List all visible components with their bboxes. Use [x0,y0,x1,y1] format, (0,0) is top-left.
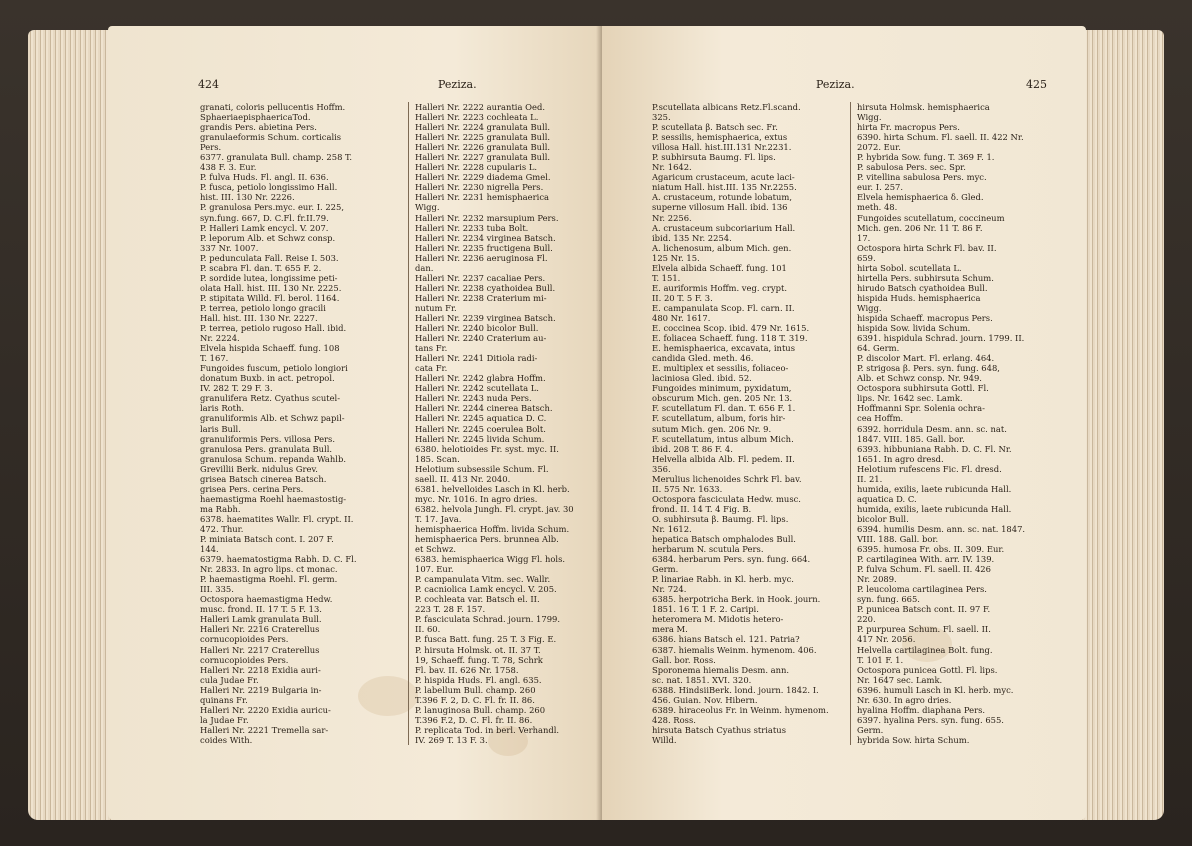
text-line: la Judae Fr. [200,714,249,725]
text-line: P. haemastigma Roehl. Fl. germ. [200,574,338,585]
text-line: Halleri Nr. 2228 cupularis L. [415,162,538,173]
text-line: Nr. 1647 sec. Lamk. [857,674,943,685]
text-line: Octospora fasciculata Hedw. musc. [652,493,801,504]
text-line: hirta Sobol. scutellata L. [857,262,962,273]
text-line: Merulius lichenoides Schrk Fl. bav. [652,473,802,484]
text-line: P. cartilaginea With. arr. IV. 139. [857,554,995,565]
text-line: 337 Nr. 1007. [200,242,259,253]
text-line: aquatica D. C. [857,493,917,504]
text-line: P. fusca, petiolo longissimo Hall. [200,182,338,193]
text-line: Nr. 1612. [652,523,692,534]
text-line: P. pedunculata Fall. Reise I. 503. [200,252,339,263]
text-line: 2072. Eur. [857,142,901,153]
text-line: 417 Nr. 2056. [857,634,916,645]
text-line: obscurum Mich. gen. 205 Nr. 13. [652,393,793,404]
text-line: myc. Nr. 1016. In agro dries. [415,493,538,504]
text-line: 6384. herbarum Pers. syn. fung. 664. [652,554,811,565]
text-line: granati, coloris pellucentis Hoffm. [200,102,346,112]
text-line: hispida Huds. hemisphaerica [857,292,981,303]
right-column-1 [652,102,848,745]
text-line: heteromera M. Midotis hetero- [652,614,784,625]
text-line: Alb. et Schwz consp. Nr. 949. [857,373,982,384]
text-line: Halleri Nr. 2223 cochleata L. [415,112,539,123]
text-line: coides With. [200,734,253,745]
text-line: Halleri Nr. 2230 nigrella Pers. [415,182,544,193]
text-line: Halleri Nr. 2245 livida Schum. [415,433,545,444]
text-line: P. leucoloma cartilaginea Pers. [857,584,987,595]
text-line: hepatica Batsch omphalodes Bull. [652,534,796,545]
text-line: Halleri Nr. 2216 Craterellus [200,624,320,635]
text-line: hirta Fr. macropus Pers. [857,122,960,133]
text-line: meth. 48. [857,202,898,213]
text-line: nutum Fr. [415,302,457,313]
text-line: 325. [652,112,671,123]
text-line: Halleri Nr. 2244 cinerea Batsch. [415,403,553,414]
text-line: 6392. horridula Desm. ann. sc. nat. [857,423,1007,434]
text-line: II. 21. [857,473,883,484]
text-line: P. labellum Bull. champ. 260 [415,684,536,695]
text-line: 6391. hispidula Schrad. journ. 1799. II. [857,333,1025,344]
text-line: Halleri Nr. 2238 cyathoidea Bull. [415,282,556,293]
text-line: cula Judae Fr. [200,674,259,685]
text-line: Halleri Nr. 2218 Exidia auri- [200,664,321,675]
text-line: 6394. humilis Desm. ann. sc. nat. 1847. [857,523,1026,534]
text-line: P. cacniolica Lamk encycl. V. 205. [415,584,557,595]
page-number-right: 425 [1026,78,1047,91]
text-line: Halleri Nr. 2222 aurantia Oed. [415,102,545,112]
text-line: Halleri Nr. 2229 diadema Gmel. [415,172,551,183]
text-line: 6377. granulata Bull. champ. 258 T. [200,152,353,163]
text-line: P. leporum Alb. et Schwz consp. [200,232,336,243]
left-page [108,26,602,820]
text-line: 6381. helvelloides Lasch in Kl. herb. [415,483,570,494]
text-line: Pers. [200,142,222,153]
text-line: villosa Hall. hist.III.131 Nr.2231. [652,142,792,153]
text-line: hispida Schaeff. macropus Pers. [857,312,993,323]
text-line: laciniosa Gled. ibid. 52. [652,373,752,384]
text-line: Nr. 2224. [200,333,240,344]
text-line: haemastigma Roehl haemastostig- [200,493,347,504]
text-line: 223 T. 28 F. 157. [415,604,486,615]
text-line: hirudo Batsch cyathoidea Bull. [857,282,988,293]
text-line: niatum Hall. hist.III. 135 Nr.2255. [652,182,797,193]
text-line: 64. Germ. [857,343,900,354]
text-line: 6382. helvola Jungh. Fl. crypt. jav. 30 [415,503,574,514]
text-line: cornucopioides Pers. [200,654,289,665]
text-line: Halleri Nr. 2240 Craterium au- [415,333,547,344]
text-line: Halleri Nr. 2242 scutellata L. [415,383,539,394]
text-line: III. 335. [200,584,234,595]
text-line: Halleri Lamk granulata Bull. [200,614,322,625]
text-line: Halleri Nr. 2227 granulata Bull. [415,152,551,163]
text-line: lips. Nr. 1642 sec. Lamk. [857,393,963,404]
text-line: syn. fung. 665. [857,594,920,605]
text-line: T.396 F. 2, D. C. Fl. fr. II. 86. [415,694,535,705]
text-line: Helotium subsessile Schum. Fl. [415,463,549,474]
text-line: 6388. HindsiiBerk. lond. journ. 1842. I. [652,684,819,695]
text-line: IV. 269 T. 13 F. 3. [415,734,488,745]
text-line: 6397. hyalina Pers. syn. fung. 655. [857,714,1004,725]
text-line: Halleri Nr. 2233 tuba Bolt. [415,222,529,233]
left-column-1 [200,102,398,745]
text-line: A. lichenosum, album Mich. gen. [652,242,792,253]
text-line: Gall. bor. Ross. [652,654,716,665]
text-line: musc. frond. II. 17 T. 5 F. 13. [200,604,322,615]
text-line: mera M. [652,624,688,635]
text-line: F. scutellatum, album, foris hir- [652,413,786,424]
text-line: P. linariae Rabh. in Kl. herb. myc. [652,574,794,585]
text-line: Nr. 2833. In agro lips. ct monac. [200,564,338,575]
text-line: Germ. [857,724,884,735]
text-line: P. fulva Schum. Fl. saell. II. 426 [857,564,991,575]
text-line: Octospora punicea Gottl. Fl. lips. [857,664,998,675]
text-line: Helvella cartilaginea Bolt. fung. [857,644,993,655]
text-line: granulosa Pers. granulata Bull. [200,443,333,454]
text-line: Nr. 2089. [857,574,897,585]
text-line: 185. Scan. [415,453,460,464]
running-title-right: Peziza. [816,78,855,91]
text-line: superne villosum Hall. ibid. 136 [652,202,788,213]
page-number-left: 424 [198,78,219,91]
left-column-2 [408,102,598,745]
text-line: Sporonema hiemalis Desm. ann. [652,664,790,675]
text-line: 356. [652,463,671,474]
text-line: Fungoides minimum, pyxidatum, [652,383,792,394]
text-line: hist. III. 130 Nr. 2226. [200,192,295,203]
text-line: P. replicata Tod. in berl. Verhandl. [415,724,560,735]
text-line: P. granulosa Pers.myc. eur. I. 225, [200,202,344,213]
text-line: P. Halleri Lamk encycl. V. 207. [200,222,329,233]
text-line: P. terrea, petiolo rugoso Hall. ibid. [200,323,347,334]
text-line: 1651. In agro dresd. [857,453,944,464]
text-line: 6389. hiraceolus Fr. in Weinm. hymenom. [652,704,829,715]
text-line: 659. [857,252,876,263]
text-line: laris Roth. [200,403,245,414]
text-line: T. 101 F. 1. [857,654,904,665]
text-line: frond. II. 14 T. 4 Fig. B. [652,503,752,514]
text-line: Elvela hispida Schaeff. fung. 108 [200,343,340,354]
text-line: E. auriformis Hoffm. veg. crypt. [652,282,787,293]
text-line: P. discolor Mart. Fl. erlang. 464. [857,353,995,364]
text-line: hybrida Sow. hirta Schum. [857,734,970,745]
text-line: P. fusca Batt. fung. 25 T. 3 Fig. E. [415,634,557,645]
text-line: T. 167. [200,353,229,364]
text-line: P. hybrida Sow. fung. T. 369 F. 1. [857,152,995,163]
text-line: hemisphaerica Pers. brunnea Alb. [415,534,559,545]
text-line: Halleri Nr. 2221 Tremella sar- [200,724,329,735]
text-line: Wigg. [857,302,882,313]
text-line: sc. nat. 1851. XVI. 320. [652,674,752,685]
text-line: bicolor Bull. [857,513,909,524]
text-line: syn.fung. 667, D. C.Fl. fr.II.79. [200,212,329,223]
text-line: Halleri Nr. 2241 Ditiola radi- [415,353,538,364]
text-line: T. 151. [652,272,681,283]
text-line: P. stipitata Willd. Fl. berol. 1164. [200,292,340,303]
text-line: Halleri Nr. 2217 Craterellus [200,644,320,655]
text-line: P. cochleata var. Batsch el. II. [415,594,540,605]
text-line: donatum Buxb. in act. petropol. [200,373,335,384]
text-line: E. campanulata Scop. Fl. carn. II. [652,302,795,313]
text-line: Halleri Nr. 2245 aquatica D. C. [415,413,547,424]
text-line: 6380. helotioides Fr. syst. myc. II. [415,443,559,454]
text-line: P. hispida Huds. Fl. angl. 635. [415,674,542,685]
running-title-left: Peziza. [438,78,477,91]
text-line: hirsuta Holmsk. hemisphaerica [857,102,990,112]
text-line: P. vitellina sabulosa Pers. myc. [857,172,987,183]
text-line: hispida Sow. livida Schum. [857,323,971,334]
text-line: Fungoides fuscum, petiolo longiori [200,363,348,374]
text-line: Fungoides scutellatum, coccineum [857,212,1005,223]
text-line: Octospora hirta Schrk Fl. bav. II. [857,242,997,253]
text-line: grisea Pers. cerina Pers. [200,483,304,494]
text-line: Grevillii Berk. nidulus Grev. [200,463,318,474]
text-line: humida, exilis, laete rubicunda Hall. [857,483,1012,494]
text-line: 220. [857,614,876,625]
text-line: et Schwz. [415,544,457,555]
text-line: II. 60. [415,624,441,635]
text-line: Elvela albida Schaeff. fung. 101 [652,262,787,273]
page-edges-left [28,30,120,820]
text-line: olata Hall. hist. III. 130 Nr. 2225. [200,282,342,293]
text-line: F. scutellatum Fl. dan. T. 656 F. 1. [652,403,796,414]
text-line: P. scabra Fl. dan. T. 655 F. 2. [200,262,322,273]
text-line: herbarum N. scutula Pers. [652,544,764,555]
text-line: Hall. hist. III. 130 Nr. 2227. [200,312,318,323]
text-line: Halleri Nr. 2237 cacaliae Pers. [415,272,546,283]
text-line: A. crustaceum, rotunde lobatum, [652,192,793,203]
text-line: II. 575 Nr. 1633. [652,483,723,494]
text-line: P. lanuginosa Bull. champ. 260 [415,704,546,715]
text-line: Halleri Nr. 2226 granulata Bull. [415,142,551,153]
text-line: Halleri Nr. 2232 marsupium Pers. [415,212,559,223]
text-line: 438 F. 3. Eur. [200,162,257,173]
text-line: tans Fr. [415,343,448,354]
text-line: Halleri Nr. 2240 bicolor Bull. [415,323,539,334]
text-line: Halleri Nr. 2231 hemisphaerica [415,192,550,203]
text-line: ibid. 135 Nr. 2254. [652,232,732,243]
text-line: O. subhirsuta β. Baumg. Fl. lips. [652,513,789,524]
text-line: 6395. humosa Fr. obs. II. 309. Eur. [857,544,1005,555]
text-line: ibid. 208 T. 86 F. 4. [652,443,733,454]
text-line: 1851. 16 T. 1 F. 2. Caripi. [652,604,759,615]
text-line: hirsuta Batsch Cyathus striatus [652,724,786,735]
text-line: hemisphaerica Hoffm. livida Schum. [415,523,570,534]
text-line: Halleri Nr. 2236 aeruginosa Fl. [415,252,548,263]
text-line: E. foliacea Schaeff. fung. 118 T. 319. [652,333,808,344]
text-line: candida Gled. meth. 46. [652,353,754,364]
text-line: P. purpurea Schum. Fl. saell. II. [857,624,991,635]
text-line: hirtella Pers. subhirsuta Schum. [857,272,994,283]
text-line: quinans Fr. [200,694,248,705]
text-line: P. sabulosa Pers. sec. Spr. [857,162,966,173]
text-line: Willd. [652,734,677,745]
text-line: Wigg. [857,112,882,123]
text-line: Elvela hemisphaerica δ. Gled. [857,192,984,203]
text-line: ma Rabh. [200,503,241,514]
text-line: Germ. [652,564,679,575]
text-line: P. fasciculata Schrad. journ. 1799. [415,614,561,625]
text-line: VIII. 188. Gall. bor. [857,534,939,545]
text-line: Halleri Nr. 2225 granulata Bull. [415,132,551,143]
page-edges-right [1080,30,1164,820]
text-line: 6386. hians Batsch el. 121. Patria? [652,634,800,645]
text-line: T. 17. Java. [415,513,462,524]
text-line: granuliformis Alb. et Schwz papil- [200,413,345,424]
text-line: 428. Ross. [652,714,696,725]
text-line: Nr. 1642. [652,162,692,173]
text-line: 144. [200,544,219,555]
text-line: saell. II. 413 Nr. 2040. [415,473,511,484]
text-line: Halleri Nr. 2238 Craterium mi- [415,292,547,303]
text-line: P. fulva Huds. Fl. angl. II. 636. [200,172,329,183]
text-line: Halleri Nr. 2242 glabra Hoffm. [415,373,546,384]
text-line: P. subhirsuta Baumg. Fl. lips. [652,152,776,163]
text-line: 1847. VIII. 185. Gall. bor. [857,433,965,444]
text-line: humida, exilis, laete rubicunda Hall. [857,503,1012,514]
text-line: P. scutellata β. Batsch sec. Fr. [652,122,778,133]
text-line: Nr. 724. [652,584,687,595]
text-line: P. terrea, petiolo longo gracili [200,302,326,313]
text-line: Agaricum crustaceum, acute laci- [652,172,795,183]
right-page [602,26,1086,820]
text-line: 6390. hirta Schum. Fl. saell. II. 422 Nr. [857,132,1024,143]
text-line: Wigg. [415,202,440,213]
text-line: Halleri Nr. 2235 fructigena Bull. [415,242,553,253]
text-line: granuliformis Pers. villosa Pers. [200,433,336,444]
text-line: Halleri Nr. 2220 Exidia auricu- [200,704,331,715]
text-line: E. multiplex et sessilis, foliaceo- [652,363,789,374]
text-line: 472. Thur. [200,523,244,534]
text-line: cata Fr. [415,363,448,374]
text-line: II. 20 T. 5 F. 3. [652,292,713,303]
text-line: F. scutellatum, intus album Mich. [652,433,794,444]
text-line: P. sessilis, hemisphaerica, extus [652,132,788,143]
text-line: laris Bull. [200,423,241,434]
text-line: 6396. humuli Lasch in Kl. herb. myc. [857,684,1014,695]
text-line: Nr. 2256. [652,212,692,223]
text-line: Nr. 630. In agro dries. [857,694,952,705]
text-line: 456. Guian. Nov. Hibern. [652,694,758,705]
text-line: dan. [415,262,434,273]
text-line: P. punicea Batsch cont. II. 97 F. [857,604,991,615]
text-line: Halleri Nr. 2234 virginea Batsch. [415,232,556,243]
text-line: 6393. hibbuniana Rabh. D. C. Fl. Nr. [857,443,1012,454]
text-line: IV. 282 T. 29 F. 3. [200,383,273,394]
text-line: Octospora haemastigma Hedw. [200,594,333,605]
text-line: A. crustaceum subcoriarium Hall. [652,222,796,233]
text-line: Hoffmanni Spr. Solenia ochra- [857,403,985,414]
text-line: granulifera Retz. Cyathus scutel- [200,393,341,404]
text-line: P. campanulata Vitm. sec. Wallr. [415,574,551,585]
text-line: P. strigosa β. Pers. syn. fung. 648, [857,363,1000,374]
text-line: 19, Schaeff. fung. T. 78, Schrk [415,654,543,665]
text-line: cea Hoffm. [857,413,904,424]
text-line: granulaeformis Schum. corticalis [200,132,342,143]
text-line: P.scutellata albicans Retz.Fl.scand. [652,102,801,112]
text-line: hyalina Hoffm. diaphana Pers. [857,704,986,715]
text-line: 6379. haematostigma Rabh. D. C. Fl. [200,554,357,565]
text-line: cornucopioides Pers. [200,634,289,645]
text-line: grandis Pers. abietina Pers. [200,122,317,133]
text-line: granulosa Schum. repanda Wahlb. [200,453,346,464]
text-line: T.396 F.2, D. C. Fl. fr. II. 86. [415,714,533,725]
text-line: 6385. herpotricha Berk. in Hook. journ. [652,594,821,605]
text-line: E. coccinea Scop. ibid. 479 Nr. 1615. [652,323,810,334]
text-line: P. sordide lutea, longissime peti- [200,272,338,283]
text-line: Mich. gen. 206 Nr. 11 T. 86 F. [857,222,983,233]
text-line: 125 Nr. 15. [652,252,700,263]
text-line: Halleri Nr. 2224 granulata Bull. [415,122,551,133]
text-line: Halleri Nr. 2243 nuda Pers. [415,393,532,404]
text-line: P. miniata Batsch cont. I. 207 F. [200,534,334,545]
text-line: 6387. hiemalis Weinm. hymenom. 406. [652,644,817,655]
text-line: P. hirsuta Holmsk. ot. II. 37 T. [415,644,541,655]
text-line: 480 Nr. 1617. [652,312,711,323]
right-column-2 [850,102,1056,745]
text-line: Halleri Nr. 2245 coerulea Bolt. [415,423,546,434]
text-line: 107. Eur. [415,564,454,575]
text-line: Fl. bav. II. 626 Nr. 1758. [415,664,519,675]
text-line: eur. I. 257. [857,182,904,193]
text-line: E. hemisphaerica, excavata, intus [652,343,796,354]
text-line: 6378. haematites Wallr. Fl. crypt. II. [200,513,354,524]
text-line: sutum Mich. gen. 206 Nr. 9. [652,423,772,434]
text-line: grisea Batsch cinerea Batsch. [200,473,327,484]
text-line: Helotium rufescens Fic. Fl. dresd. [857,463,1002,474]
text-line: Helvella albida Alb. Fl. pedem. II. [652,453,795,464]
text-line: 6383. hemisphaerica Wigg Fl. hols. [415,554,566,565]
text-line: Halleri Nr. 2239 virginea Batsch. [415,312,556,323]
text-line: Halleri Nr. 2219 Bulgaria in- [200,684,322,695]
text-line: SphaeriaepisphaericaTod. [200,112,311,123]
text-line: Octospora subhirsuta Gottl. Fl. [857,383,989,394]
text-line: 17. [857,232,871,243]
